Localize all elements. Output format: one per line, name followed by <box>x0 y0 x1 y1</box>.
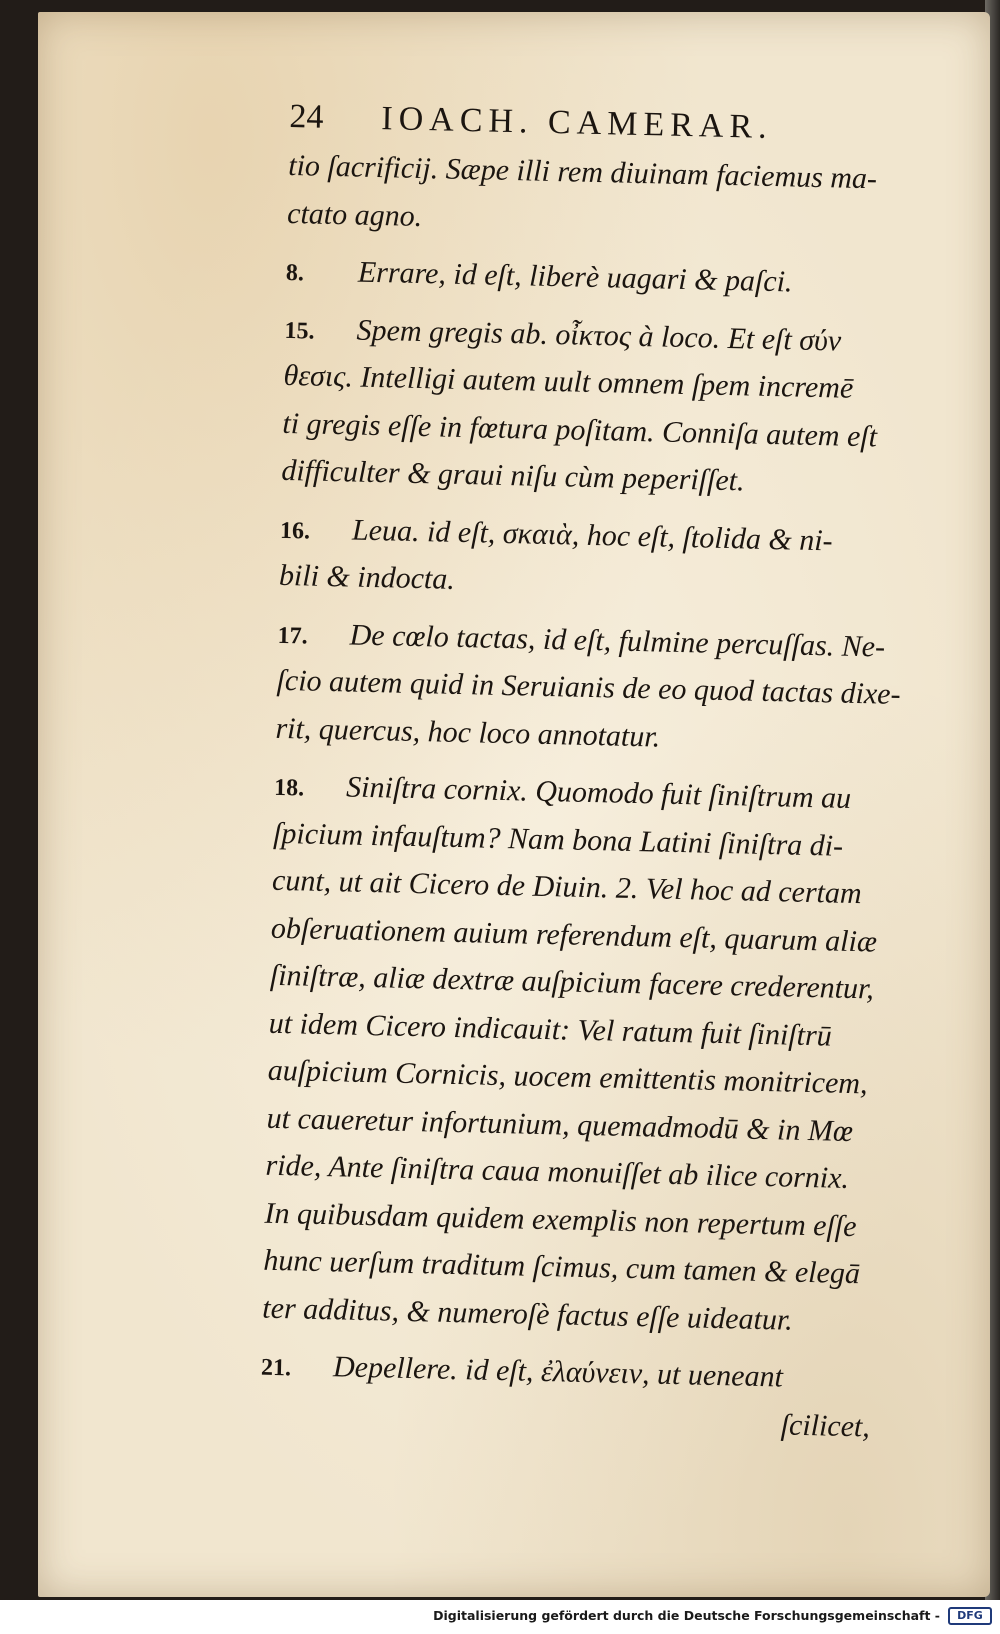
line-text: rit, quercus, hoc loco annotatur. <box>275 711 661 754</box>
line-text: ti gregis eſſe in fœtura poſitam. Conniſa autem eſt <box>282 406 878 453</box>
line-text: ut caueretur infortunium, quemadmodū & in Mœ <box>266 1101 854 1148</box>
page-text <box>259 92 939 1451</box>
line-text: ſiniſtræ, aliæ dextræ auſpicium facere crederentur, <box>269 958 875 1006</box>
text-lines <box>261 142 939 1404</box>
line-text: ride, Ante ſiniſtra caua monuiſſet ab ilice cornix. <box>265 1148 850 1195</box>
line-text: auſpicium Cornicis, uocem emittentis monitricem, <box>267 1053 868 1101</box>
note-number: 18. <box>273 774 305 802</box>
line-text: hunc uerſum traditum ſcimus, cum tamen & elegā <box>263 1243 861 1291</box>
line-text: ſpicium infauſtum? Nam bona Latini ſiniſtra di- <box>272 816 844 863</box>
page-number: 24 <box>289 97 324 136</box>
line-text: Siniſtra cornix. Quomodo fuit ſiniſtrum au <box>345 770 852 815</box>
line-text: tio ſacrificij. Sæpe illi rem diuinam faciemus ma- <box>287 148 878 196</box>
dfg-logo: DFG <box>948 1607 992 1625</box>
line-text: De cœlo tactas, id eſt, fulmine percuſſas. Ne- <box>349 617 886 664</box>
line-text: ſcio autem quid in Seruianis de eo quod tactas dixe- <box>276 663 901 712</box>
line-text: ter additus, & numeroſè factus eſſe uideatur. <box>262 1291 794 1337</box>
line-text: bili & indocta. <box>278 558 456 596</box>
note-number: 21. <box>260 1354 292 1382</box>
line-text: In quibusdam quidem exemplis non repertum eſſe <box>264 1196 857 1243</box>
note-number: 16. <box>279 517 311 545</box>
line-text: Errare, id eſt, liberè uagari & paſci. <box>357 255 793 299</box>
note-number: 17. <box>277 622 308 650</box>
line-text: ctato agno. <box>286 196 423 233</box>
funding-credit: Digitalisierung gefördert durch die Deutsche Forschungsgemeinschaft - <box>433 1608 940 1623</box>
line-text: obſeruationem auium referendum eſt, quarum aliæ <box>270 911 878 959</box>
text-line <box>285 247 936 309</box>
line-text: cunt, ut ait Cicero de Diuin. 2. Vel hoc ad certam <box>271 863 862 911</box>
catchword: ſcilicet, <box>780 1407 871 1443</box>
running-title: IOACH. CAMERAR. <box>381 100 774 146</box>
line-text: Leua. id eſt, σκαιὰ, hoc eſt, ſtolida & ni- <box>351 513 833 557</box>
line-text: Spem gregis ab. οἶκτος à loco. Et eſt σύν <box>356 313 842 358</box>
note-number: 8. <box>285 259 305 287</box>
note-number: 15. <box>284 317 315 345</box>
line-text: ut idem Cicero indicauit: Vel ratum fuit ſiniſtrū <box>268 1006 833 1053</box>
line-text: difficulter & graui niſu cùm peperiſſet. <box>281 453 745 498</box>
line-text: Depellere. id eſt, ἐλαύνειν, ut ueneant <box>332 1350 784 1394</box>
line-text: θεσις. Intelligi autem uult omnem ſpem incremē <box>283 358 854 405</box>
digitization-footer <box>0 1600 1000 1634</box>
